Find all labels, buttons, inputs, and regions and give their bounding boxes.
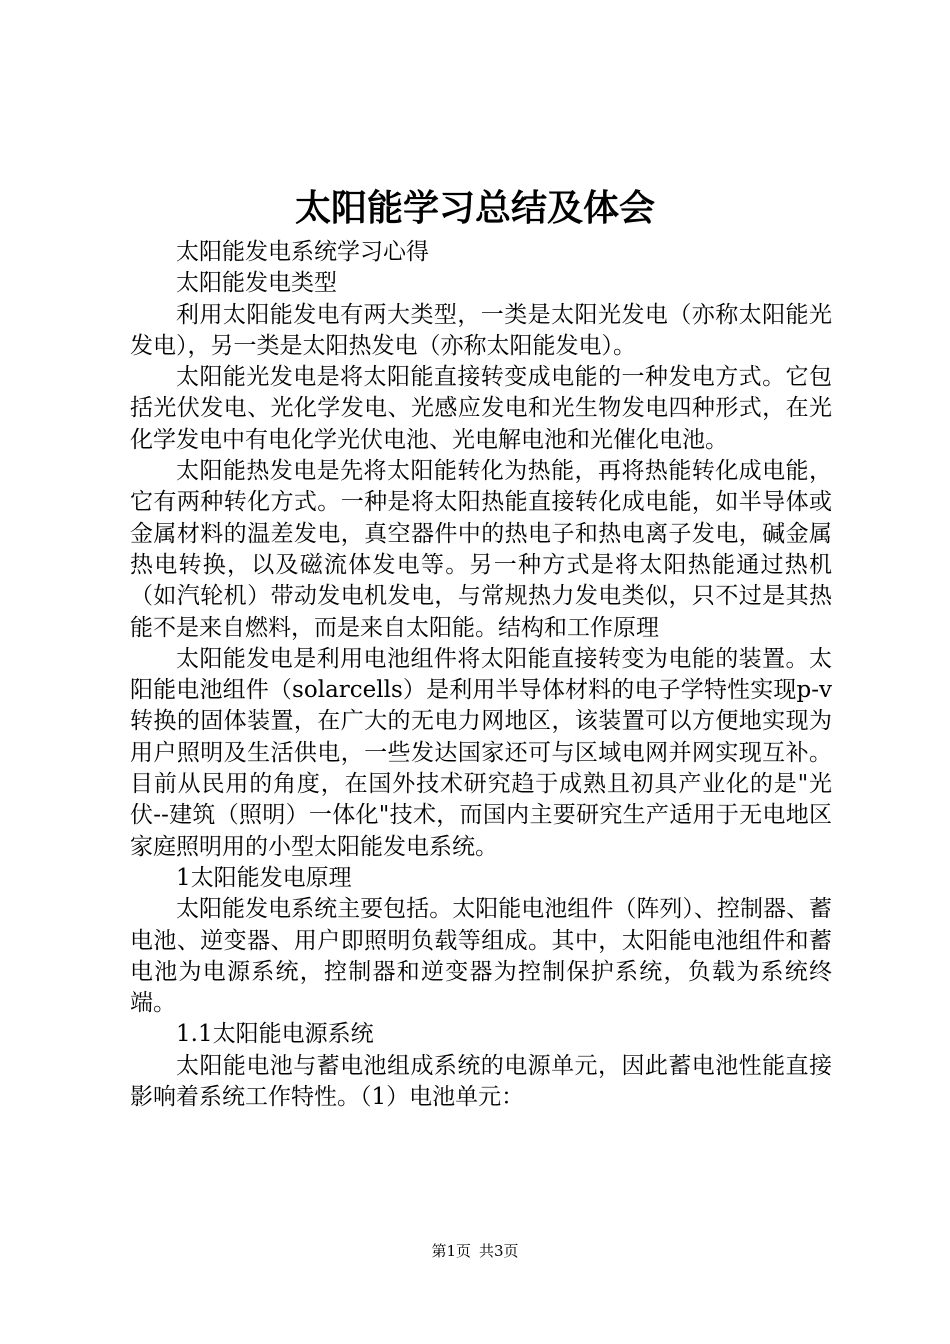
- paragraph-heading-types: 太阳能发电类型: [176, 270, 337, 297]
- paragraph: 太阳能发电是利用电池组件将太阳能直接转变为电能的装置。太阳能电池组件（solarcells）是利用半导体材料的电子学特性实现p-v转换的固体装置，在广大的无电力网地区，该装置可以方便地实现为用户照明及生活供电，一些发达国家还可与区域电网并网实现互补。目前从民用的角度，在国外技术研究趋于成熟且初具产业化的是"光伏--建筑（照明）一体化"技术，而国内主要研究生产适用于无电地区家庭照明用的小型太阳能发电系统。: [130, 645, 832, 860]
- paragraph: 太阳能光发电是将太阳能直接转变成电能的一种发电方式。它包括光伏发电、光化学发电、光感应发电和光生物发电四种形式，在光化学发电中有电化学光伏电池、光电解电池和光催化电池。: [130, 364, 832, 453]
- paragraph: 太阳能电池与蓄电池组成系统的电源单元，因此蓄电池性能直接影响着系统工作特性。（1）电池单元：: [130, 1052, 832, 1111]
- page-number: 第1页: [431, 1242, 471, 1260]
- subsection-heading: 1.1太阳能电源系统: [176, 1021, 374, 1048]
- page-total: 共3页: [479, 1242, 519, 1260]
- page-footer: [0, 1240, 950, 1262]
- document-body: [130, 237, 832, 1113]
- document-title: 太阳能学习总结及体会: [294, 188, 655, 229]
- paragraph: 太阳能发电系统主要包括。太阳能电池组件（阵列）、控制器、蓄电池、逆变器、用户即照明负载等组成。其中，太阳能电池组件和蓄电池为电源系统，控制器和逆变器为控制保护系统，负载为系统终端。: [130, 896, 832, 1017]
- paragraph: 利用太阳能发电有两大类型，一类是太阳光发电（亦称太阳能光发电），另一类是太阳热发电（亦称太阳能发电）。: [130, 301, 832, 359]
- section-heading: 1太阳能发电原理: [176, 864, 352, 891]
- paragraph: 太阳能热发电是先将太阳能转化为热能，再将热能转化成电能，它有两种转化方式。一种是将太阳热能直接转化成电能，如半导体或金属材料的温差发电，真空器件中的热电子和热电离子发电，碱金属热电转换，以及磁流体发电等。另一种方式是将太阳热能通过热机（如汽轮机）带动发电机发电，与常规热力发电类似，只不过是其热能不是来自燃料，而是来自太阳能。结构和工作原理: [130, 458, 832, 641]
- paragraph-subtitle: 太阳能发电系统学习心得: [176, 239, 429, 265]
